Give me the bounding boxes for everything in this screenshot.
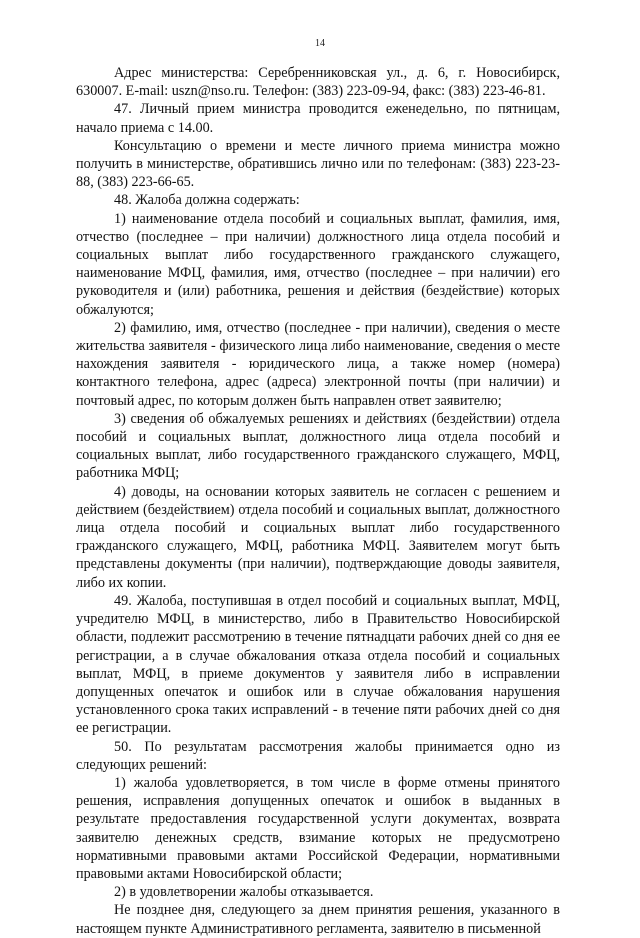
paragraph-48-item-2: 2) фамилию, имя, отчество (последнее - при наличии), сведения о месте жительства заявителя - физического лица либо наименование, сведения о месте нахождения заявителя - юридического лица, а также номер (номера) контактного телефона, адрес (адреса) электронной почты (при наличии) и почтовый адрес, по которым должен быть направлен ответ заявителю; <box>76 319 560 409</box>
paragraph-49-review-terms: 49. Жалоба, поступившая в отдел пособий и социальных выплат, МФЦ, учредителю МФЦ, в министерство, либо в Правительство Новосибирской области, подлежит рассмотрению в течение пятнадцати рабочих дней со дня ее регистрации, а в случае обжалования отказа отдела пособий и социальных выплат, МФЦ, в приеме документов у заявителя либо в исправлении допущенных опечаток и ошибок или в случае обжалования нарушения установленного срока таких исправлений - в течение пяти рабочих дней со дня ее регистрации. <box>76 592 560 737</box>
paragraph-consultation: Консультацию о времени и месте личного приема министра можно получить в министерстве, обратившись лично или по телефонам: (383) 223-23-88, (383) 223-66-65. <box>76 137 560 191</box>
paragraph-48-complaint-contents: 48. Жалоба должна содержать: <box>114 192 300 209</box>
paragraph-50-decisions: 50. По результатам рассмотрения жалобы принимается одно из следующих решений: <box>76 738 560 773</box>
document-body <box>76 64 560 938</box>
paragraph-48-item-3: 3) сведения об обжалуемых решениях и действиях (бездействии) отдела пособий и социальных выплат, должностного лица отдела пособий и социальных выплат, либо государственного гражданского служащего, МФЦ, работника МФЦ; <box>76 410 560 482</box>
paragraph-47-reception: 47. Личный прием министра проводится еженедельно, по пятницам, начало приема с 14.00. <box>76 101 560 136</box>
paragraph-notification: Не позднее дня, следующего за днем принятия решения, указанного в настоящем пункте Административного регламента, заявителю в письменной <box>76 902 560 937</box>
page-number: 14 <box>315 38 325 49</box>
paragraph-48-item-1: 1) наименование отдела пособий и социальных выплат, фамилия, имя, отчество (последнее – при наличии) должностного лица отдела пособий и социальных выплат либо государственного гражданского служащего, наименование МФЦ, фамилия, имя, отчество (последнее – при наличии) его руководителя и (или) работника, решения и действия (бездействие) которых обжалуются; <box>76 210 560 318</box>
paragraph-50-item-1: 1) жалоба удовлетворяется, в том числе в форме отмены принятого решения, исправления допущенных опечаток и ошибок в выданных в результате предоставления государственной услуги документах, возврата заявителю денежных средств, взимание которых не предусмотрено нормативными правовыми актами Российской Федерации, нормативными правовыми актами Новосибирской области; <box>76 774 560 882</box>
paragraph-ministry-address: Адрес министерства: Серебренниковская ул., д. 6, г. Новосибирск, 630007. E-mail: uszn@nso.ru. Телефон: (383) 223-09-94, факс: (383) 223-46-81. <box>76 65 560 100</box>
paragraph-50-item-2: 2) в удовлетворении жалобы отказывается. <box>114 884 374 901</box>
paragraph-48-item-4: 4) доводы, на основании которых заявитель не согласен с решением и действием (бездействием) отдела пособий и социальных выплат, должностного лица отдела пособий и социальных выплат либо государственного гражданского служащего, МФЦ, работника МФЦ. Заявителем могут быть представлены документы (при наличии), подтверждающие доводы заявителя, либо их копии. <box>76 483 560 591</box>
